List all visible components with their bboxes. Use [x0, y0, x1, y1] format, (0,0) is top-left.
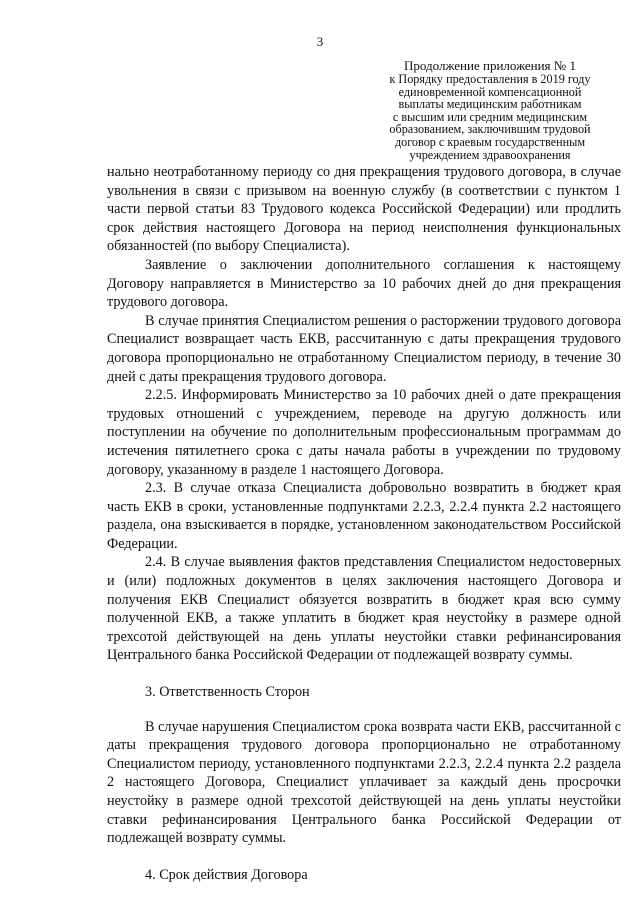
appendix-line: учреждением здравоохранения	[409, 147, 571, 162]
paragraph: В случае принятия Специалистом решения о расторжении трудового договора Специалист возвращает часть ЕКВ, рассчитанную с даты прекращения трудового договора пропорционально не отработанному Специалистом периоду, в течение 30 дней с даты прекращения трудового договора.	[107, 312, 621, 385]
paragraph: Заявление о заключении дополнительного соглашения к настоящему Договору направляется в Министерство за 10 рабочих дней до дня прекращения трудового договора.	[107, 256, 621, 311]
appendix-line: договор с краевым государственным	[394, 134, 586, 149]
clause-2-3: 2.3. В случае отказа Специалиста добровольно возвратить в бюджет края часть ЕКВ в сроки, установленные подпунктами 2.2.3, 2.2.4 пункта 2.2 настоящего раздела, она взыскивается в порядке, установленном законодательством Российской Федерации.	[107, 480, 621, 552]
appendix-header	[360, 58, 620, 161]
clause-2-2-5: 2.2.5. Информировать Министерство за 10 рабочих дней о дате прекращения трудовых отношений с учреждением, переводе на другую должность или поступлении на обучение по дополнительным профессиональным программам до истечения пятилетнего срока с даты начала работы в учреждении по трудовому договору, указанному в разделе 1 настоящего Договора.	[107, 387, 621, 478]
appendix-line: к Порядку предоставления в 2019 году	[389, 72, 591, 86]
document-body	[107, 163, 621, 900]
section-4-heading: 4. Срок действия Договора	[145, 866, 308, 883]
section-3-text: В случае нарушения Специалистом срока возврата части ЕКВ, рассчитанной с даты прекращения трудового договора пропорционально не отработанному Специалистом периоду, установленного подпунктами 2.2.3, 2.2.4 пункта 2.2 раздела 2 настоящего Договора, Специалист уплачивает за каждый день просрочки неустойку в размере одной трехсотой действующей на день уплаты неустойки ставки рефинансирования Центрального банка Российской Федерации от подлежащей возврату суммы.	[107, 718, 621, 847]
appendix-line: с высшим или средним медицинским	[392, 109, 588, 124]
appendix-line: единовременной компенсационной	[398, 84, 582, 99]
section-3-heading: 3. Ответственность Сторон	[145, 684, 310, 701]
clause-2-4: 2.4. В случае выявления фактов представления Специалистом недостоверных и (или) подложных документов в целях заключения настоящего Договора и получения ЕКВ Специалист обязуется возвратить в бюджет края всю сумму полученной ЕКВ, а также уплатить в бюджет края неустойку в размере одной трехсотой действующей на день уплаты неустойки ставки рефинансирования Центрального банка Российской Федерации от подлежащей возврату суммы.	[107, 554, 621, 664]
appendix-line: образованием, заключившим трудовой	[389, 122, 591, 137]
paragraph-continuation: нально неотработанному периоду со дня прекращения трудового договора, в случае увольнения в связи с призывом на военную службу (в соответствии с пунктом 1 части первой статьи 83 Трудового кодекса Российской Федерации) или продлить срок действия настоящего Договора на период неисполнения функциональных обязанностей (по выбору Специалиста).	[107, 164, 621, 255]
appendix-line: выплаты медицинским работникам	[398, 97, 582, 112]
appendix-title: Продолжение приложения № 1	[404, 58, 576, 73]
page-number: 3	[316, 34, 324, 49]
